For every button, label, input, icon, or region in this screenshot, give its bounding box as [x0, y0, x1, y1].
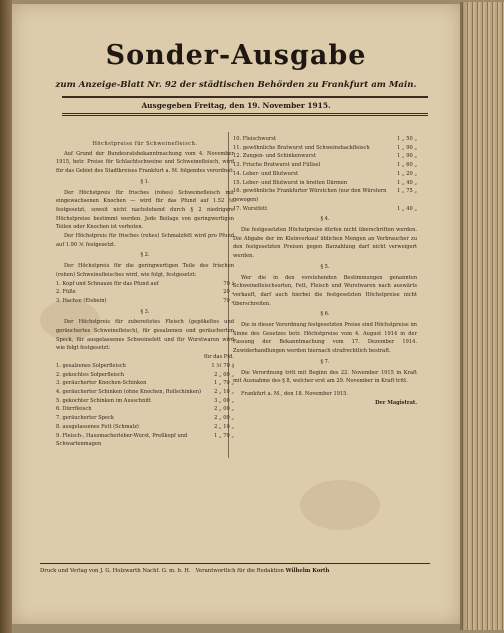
price-row: 9. Fleisch-, Hausmacherleber-Wurst, Preßkopf und Schwartenmagen 1 „ 70 „ [56, 432, 234, 448]
price-row: 1. gesalzenes Solperfleisch 1 ℳ 70 ₰ [56, 362, 234, 369]
imprint-publisher: Druck und Verlag von J. G. Holzwarth Nachf. G. m. b. H. [40, 568, 191, 574]
document-subtitle: zum Anzeige-Blatt Nr. 92 der städtischen Behörden zu Frankfurt am Main. [55, 80, 417, 90]
price-row: 10. Fleischwurst 1 „ 50 „ [233, 136, 417, 142]
price-row: 7. geräucherter Speck 2 „ 00 „ [56, 415, 234, 422]
price-row: 3. Hachse (Eisbein) 70 „ [56, 297, 234, 304]
price-row: 5. gekochter Schinken im Ausschnitt 3 „ 00 „ [56, 397, 234, 404]
imprint-footer [40, 568, 430, 574]
section-label: § 6. [320, 311, 330, 318]
paragraph: Der Höchstpreis für die geringwertigen Teile des frischen (rohen) Schweinefleisches wird, wie folgt, festgesetzt: [56, 263, 234, 278]
price-row: 2. Füße 20 „ [56, 289, 234, 296]
page-edges [460, 2, 504, 630]
price-row: 6. Dürrfleisch 2 „ 00 „ [56, 406, 234, 413]
imprint-editor-label: Verantwortlich für die Redaktion [195, 568, 284, 574]
price-row: 11. gewöhnliche Bratwurst und Schweinshackfleisch 1 „ 90 „ [233, 144, 417, 151]
section-label: § 3. [140, 308, 150, 315]
price-row: 4. geräucherter Schinken (ohne Knochen, Rollschinken) 2 „ 10 „ [56, 388, 234, 395]
price-row: 16. gewöhnliche Frankfurter Würstchen (nur den Würstern gewogen) 1 „ 75 „ [233, 188, 417, 203]
price-row: 15. Leber- und Blutwurst in breiten Därmen 1 „ 40 „ [233, 179, 417, 186]
price-row: 17. Wurstfett 1 „ 40 „ [233, 205, 417, 212]
document-title: Sonder-Ausgabe [105, 40, 367, 71]
header-rule [62, 96, 428, 98]
left-column [56, 139, 234, 449]
section-heading: Höchstpreise für Schweinefleisch. [92, 141, 198, 147]
price-row: 1. Kopf und Schnauze für das Pfund auf 70 ₰ [56, 280, 234, 287]
issue-date: Ausgegeben Freitag, den 19. November 1915. [141, 101, 331, 110]
header-rule [62, 115, 428, 116]
signature: Der Magistrat. [375, 399, 417, 406]
unit-label: für das Pfd. [204, 354, 234, 361]
price-row: 13. Frische Bratwurst und Füllsel 1 „ 60 „ [233, 162, 417, 169]
price-row: 12. Zungen- und Schinkenwurst 1 „ 90 „ [233, 153, 417, 160]
price-row: 3. geräucherter Knochen-Schinken 1 „ 70 „ [56, 380, 234, 387]
section-label: § 4. [320, 216, 330, 223]
book-binding [0, 0, 12, 633]
paragraph: Die festgesetzten Höchstpreise dürfen nicht überschritten werden. Die Abgabe der im Kleinverkauf üblichen Mengen an Verbraucher zu den festgesetzten Preisen gegen Barzahlung darf nicht verweigert werden. [233, 227, 417, 260]
paper-stain [300, 480, 380, 530]
price-row: 2. gekochtes Solperfleisch 2 „ 00 „ [56, 371, 234, 378]
section-label: § 7. [320, 358, 330, 365]
imprint-editor-name: Wilhelm Korth [285, 568, 330, 574]
price-row: 14. Leber- und Blutwurst 1 „ 20 „ [233, 170, 417, 177]
paragraph: Die in dieser Verordnung festgesetzten Preise sind Höchstpreise im Sinne des Gesetzes betr. Höchstpreise vom 4. August 1914 in der Fassung der Bekanntmachung vom 17. Dezember 1914. Zuwiderhandlungen werden hiernach strafrechtlich bestraft. [233, 322, 417, 355]
paragraph: Der Höchstpreis für frisches (rohes) Schmalzfett wird pro Pfund auf 1.90 ℳ festgesetzt. [56, 233, 234, 248]
paragraph: Die Verordnung tritt mit Beginn des 22. November 1915 in Kraft mit Ausnahme des § 8, welcher erst am 29. November in Kraft tritt. [233, 369, 417, 385]
dateline: Frankfurt a. M., den 18. November 1915. [241, 390, 349, 397]
footer-rule [40, 563, 430, 564]
right-column [233, 135, 417, 407]
paragraph: Der Höchstpreis für zubereitetes Fleisch (gepökeltes und geräuchertes Schweinefleisch), für gesalzenen und geräucherten Speck, für ausgelassenes Schweinefett und für Wurstwaren wird wie folgt festgesetzt: [56, 319, 234, 352]
paragraph: Der Höchstpreis für frisches (rohes) Schweinefleisch mit eingewachsenen Knochen — wird für das Pfund auf 1.52 ℳ festgesetzt, soweit nicht nachstehend durch § 2 niedrigere Höchstpreise bestimmt werden. Jede Beilage von geringwertigen Teilen oder Knochen ist verboten. [56, 189, 234, 231]
header-rule [62, 113, 428, 114]
section-label: § 1. [140, 178, 150, 185]
price-row: 8. ausgelassenes Fett (Schmalz) 2 „ 10 „ [56, 423, 234, 430]
intro-paragraph: Auf Grund der Bundesratsbekanntmachung vom 4. November 1915, betr. Preise für Schlachtschweine und Schweinefleisch, wird für das Gebiet des Stadtkreises Frankfurt a. M. folgendes verordnet: [56, 150, 234, 175]
edge-shadow [460, 2, 466, 630]
section-label: § 5. [320, 263, 330, 270]
paragraph: Wer die in den vorstehenden Bestimmungen genannten Schweinefleischsorten, Fett, Fleisch und Wurstwaren nach auswärts verkauft, darf auch hierbei die festgesetzten Höchstpreise nicht überschreiten. [233, 274, 417, 307]
section-label: § 2. [140, 252, 150, 259]
